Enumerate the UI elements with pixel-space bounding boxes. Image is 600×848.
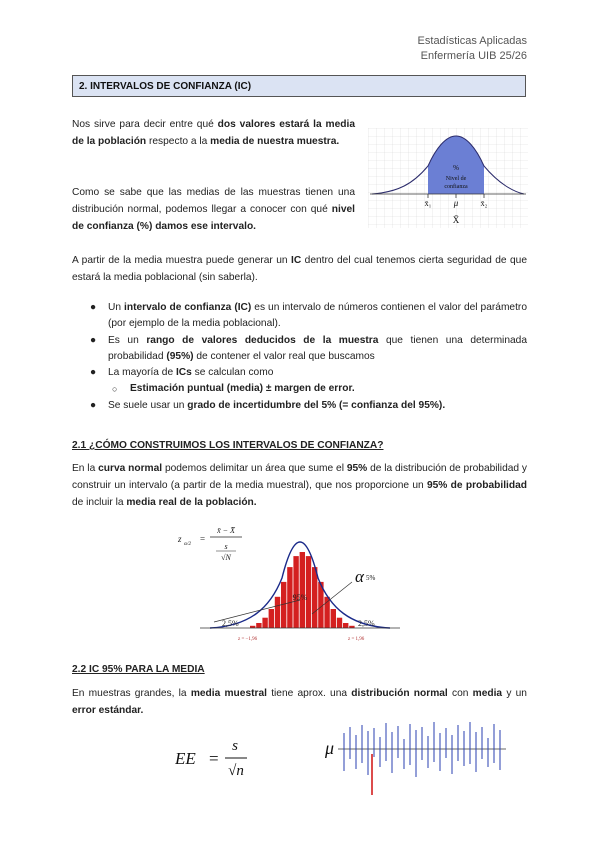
bullet-item: ● Un intervalo de confianza (IC) es un intervalo de números contienen el valor del parámetro (por ejemplo de la media poblacional). (90, 302, 527, 330)
level-label-1: Nivel de (445, 176, 467, 182)
pct-95-label: 95% (292, 593, 308, 602)
page-header (418, 34, 527, 64)
interval-lines (344, 722, 500, 795)
intro-paragraph-1: Nos sirve para decir entre qué dos valores estará la media de la población respecto a la media de nuestra muestra. (72, 119, 355, 147)
sub-bullet-item: ○ Estimación puntual (media) ± margen de error. (112, 383, 355, 395)
pct-label: % (453, 164, 459, 172)
x1-label: x̄₁ (424, 199, 432, 208)
subsection-title-2-1: 2.1 ¿CÓMO CONSTRUIMOS LOS INTERVALOS DE CONFIANZA? (72, 440, 384, 451)
histogram-bar (262, 618, 267, 628)
intro-paragraph-3: A partir de la media muestra puede generar un IC dentro del cual tenemos cierta seguridad de que estará la media poblacional (sin saberla). (72, 255, 528, 283)
z-symbol: z (178, 534, 182, 544)
z-denominator-s: s (224, 542, 228, 551)
histogram-bar (256, 623, 261, 628)
bullet-list (72, 300, 527, 414)
course-subtitle: Enfermería UIB 25/26 (420, 50, 527, 62)
histogram-bar (312, 567, 317, 628)
z-equals: = (200, 534, 206, 544)
bullet-item: ● Se suele usar un grado de incertidumbre del 5% (= confianza del 95%). (90, 399, 446, 411)
mu-label: μ (453, 198, 459, 208)
alpha-symbol: α (355, 567, 364, 586)
confidence-level-figure (368, 128, 528, 228)
z-numerator: x̄ − X̄ (217, 526, 235, 535)
z-left-label: z = −1,96 (238, 637, 258, 642)
formula-denominator: √n (228, 763, 244, 779)
bullet-item: ● La mayoría de ICs se calculan como (90, 367, 274, 379)
histogram-bars (250, 552, 355, 628)
s21-paragraph: En la curva normal podemos delimitar un área que sume el 95% de la distribución de probabilidad y construir un intervalo (a partir de la media muestral), que nos proporcione un 95% de probabilidad de incluir la media real de la población. (72, 463, 528, 508)
xbar-label: X̄ (452, 215, 460, 225)
histogram-bar (300, 552, 305, 628)
right-tail-label: 2,5% (358, 619, 375, 628)
intro-paragraph-2: Como se sabe que las medias de las muestras tienen una distribución normal, podemos llegar a conocer con qué nivel de confianza (%) damos ese intervalo. (72, 187, 355, 232)
histogram-bar (275, 597, 280, 628)
z-right-label: z = 1,96 (348, 637, 365, 642)
s22-paragraph: En muestras grandes, la media muestral tiene aprox. una distribución normal con media y un error estándar. (72, 688, 527, 716)
z-denominator-n: √N (221, 553, 231, 562)
section-title: 2. INTERVALOS DE CONFIANZA (IC) (72, 75, 526, 97)
mu-symbol: μ (325, 738, 335, 758)
formula-lhs: EE (175, 749, 196, 768)
histogram-bar (331, 609, 336, 628)
histogram-bar (269, 609, 274, 628)
course-title: Estadísticas Aplicadas (417, 35, 527, 47)
histogram-bar (343, 623, 348, 628)
alpha-pct: 5% (366, 574, 376, 582)
subsection-title-2-2: 2.2 IC 95% PARA LA MEDIA (72, 664, 205, 675)
bullet-item: ● Es un rango de valores deducidos de la muestra que tienen una determinada probabilidad (95%) de contener el valor real que buscamos (90, 334, 527, 362)
standard-error-formula (175, 734, 265, 780)
formula-numerator: s (232, 738, 238, 754)
left-tail-label: 2,5% (222, 619, 239, 628)
z-subscript: α/2 (184, 541, 192, 547)
confidence-intervals-figure (322, 722, 508, 802)
level-label-2: confianza (444, 184, 468, 190)
normal-95-figure (170, 518, 420, 650)
histogram-bar (337, 618, 342, 628)
x2-label: x̄₂ (480, 199, 488, 208)
formula-equals: = (209, 749, 219, 768)
